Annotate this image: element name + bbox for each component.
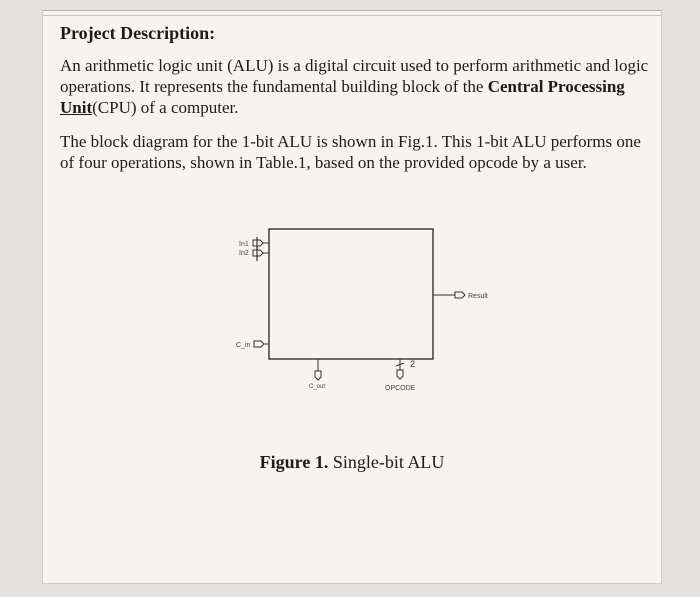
para1-intro: An arithmetic logic unit (ALU) is a digital circuit used to perform arithmetic and logic operations. It represents the fundamental building block of the: [60, 56, 649, 96]
in1-label: In1: [239, 241, 249, 248]
result-label: Result: [468, 293, 488, 300]
opcode-label: OPCODE: [385, 385, 416, 392]
alu-block-diagram: [213, 223, 513, 413]
in2-label: In2: [239, 250, 249, 257]
section-heading: Project Description:: [60, 23, 216, 43]
c-in-pin: [236, 341, 269, 349]
top-rule: [43, 15, 661, 16]
result-pin: [433, 292, 488, 300]
alu-box: [269, 229, 433, 359]
c-out-label: C_out: [309, 384, 326, 390]
c-in-label: C_in: [236, 342, 251, 349]
figure-caption: [43, 452, 661, 473]
document-page: [42, 10, 662, 584]
in2-pin: [239, 247, 269, 261]
figure-caption-text: Single-bit ALU: [328, 452, 445, 472]
opcode-pin: [385, 359, 416, 392]
para1-rest: (CPU) of a computer.: [92, 98, 239, 117]
block-diagram-paragraph: The block diagram for the 1-bit ALU is shown in Fig.1. This 1-bit ALU performs one of four operations, shown in Table.1, based on the provided opcode by a user.: [60, 132, 641, 172]
alu-description-paragraph: [60, 55, 652, 118]
para1-underlined-term: Unit: [60, 98, 93, 117]
opcode-width-label: 2: [410, 359, 416, 369]
c-out-pin: [309, 359, 325, 390]
para1-bold-term: Central Processing Unit: [60, 77, 625, 117]
in1-pin: [239, 237, 269, 251]
figure-caption-label: Figure 1.: [259, 452, 329, 472]
